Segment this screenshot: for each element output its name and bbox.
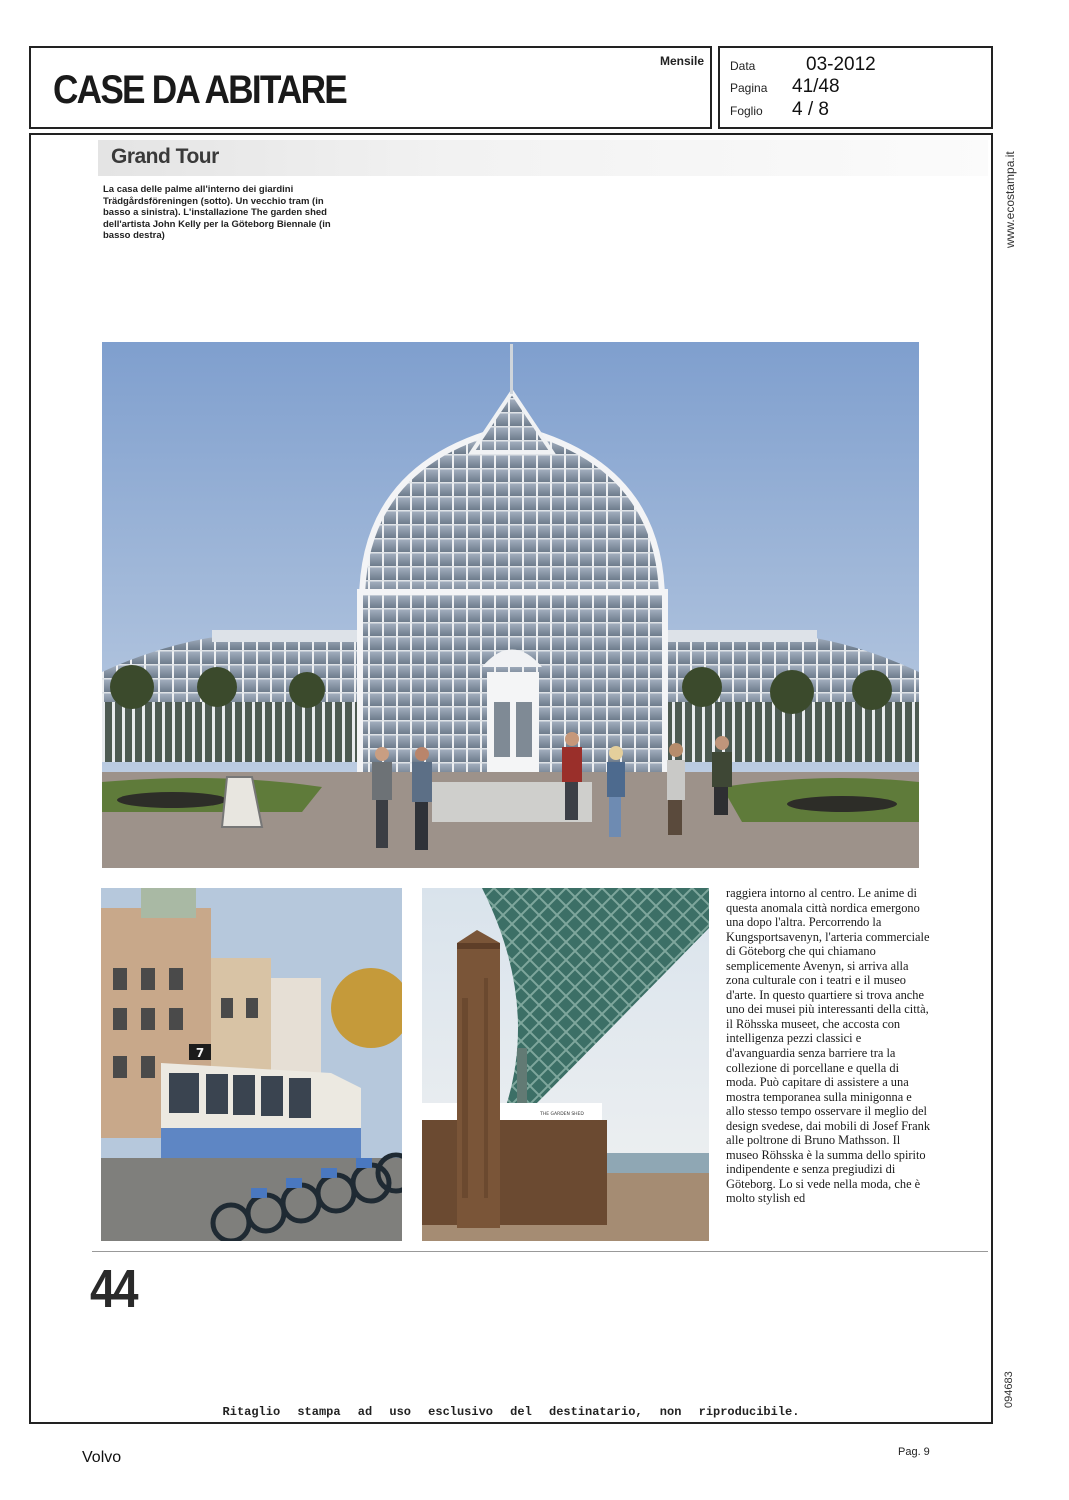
article-body: [726, 886, 931, 1206]
meta-value: 03-2012: [806, 54, 876, 75]
masthead-box: [29, 46, 712, 129]
section-title: Grand Tour: [111, 145, 219, 168]
garden-shed-photo: [422, 888, 709, 1241]
meta-value: 4 / 8: [792, 99, 829, 120]
bottom-rule: [92, 1251, 988, 1252]
meta-row-sheet: [730, 99, 829, 121]
metadata-box: [718, 46, 993, 129]
shed-sign: THE GARDEN SHED: [540, 1112, 584, 1117]
tram-number: 7: [195, 1046, 205, 1060]
periodicity-label: Mensile: [659, 54, 704, 68]
disclaimer-text: Ritaglio stampa ad uso esclusivo del destinatario, non riproducibile.: [222, 1405, 800, 1419]
photo-caption: La casa delle palme all'interno dei giardini Trädgårdsföreningen (sotto). Un vecchio tram (in basso a sinistra). L'installazione The garden shed dell'artista John Kelly per la Göteborg Biennale (in basso destra): [103, 184, 331, 241]
page-number: 44: [90, 1259, 136, 1319]
meta-label: Data: [730, 59, 756, 73]
meta-row-date: [730, 54, 876, 76]
section-band: [98, 140, 988, 176]
meta-label: Pagina: [730, 81, 768, 95]
masthead-title: CASE DA ABITARE: [53, 68, 347, 112]
side-url: www.ecostampa.it: [1003, 151, 1017, 248]
palm-house-photo: [102, 342, 919, 868]
footer-page: Pag. 9: [898, 1446, 930, 1458]
footer-client: Volvo: [82, 1449, 122, 1466]
tram-photo: [101, 888, 402, 1241]
side-code: 094683: [1003, 1371, 1015, 1408]
meta-value: 41/48: [792, 76, 840, 97]
article-paragraph: raggiera intorno al centro. Le anime di questa anomala città nordica emergono una dopo l'altra. Percorrendo la Kungsportsavenyn, l'arteria commerciale di Göteborg che qui chiamano semplicemente Avenyn, si arriva alla zona culturale con i teatri e il museo d'arte. In questo quartiere si trova anche uno dei musei più interessanti della città, il Röhsska museet, che accosta con intelligenza pezzi classici e d'avanguardia senza barriere tra la collezione di porcellane e quella di moda. Può capitare di assistere a una mostra temporanea sulla minigonna e allo stesso tempo osservare il meglio del design svedese, dai mobili di Josef Frank alle poltrone di Bruno Mathsson. Il museo Röhsska è la summa dello spirito indipendente e senza pregiudizi di Göteborg. Lo si vede nella moda, che è molto stylish ed: [726, 886, 931, 1206]
meta-row-page: [730, 76, 840, 98]
meta-label: Foglio: [730, 104, 763, 118]
